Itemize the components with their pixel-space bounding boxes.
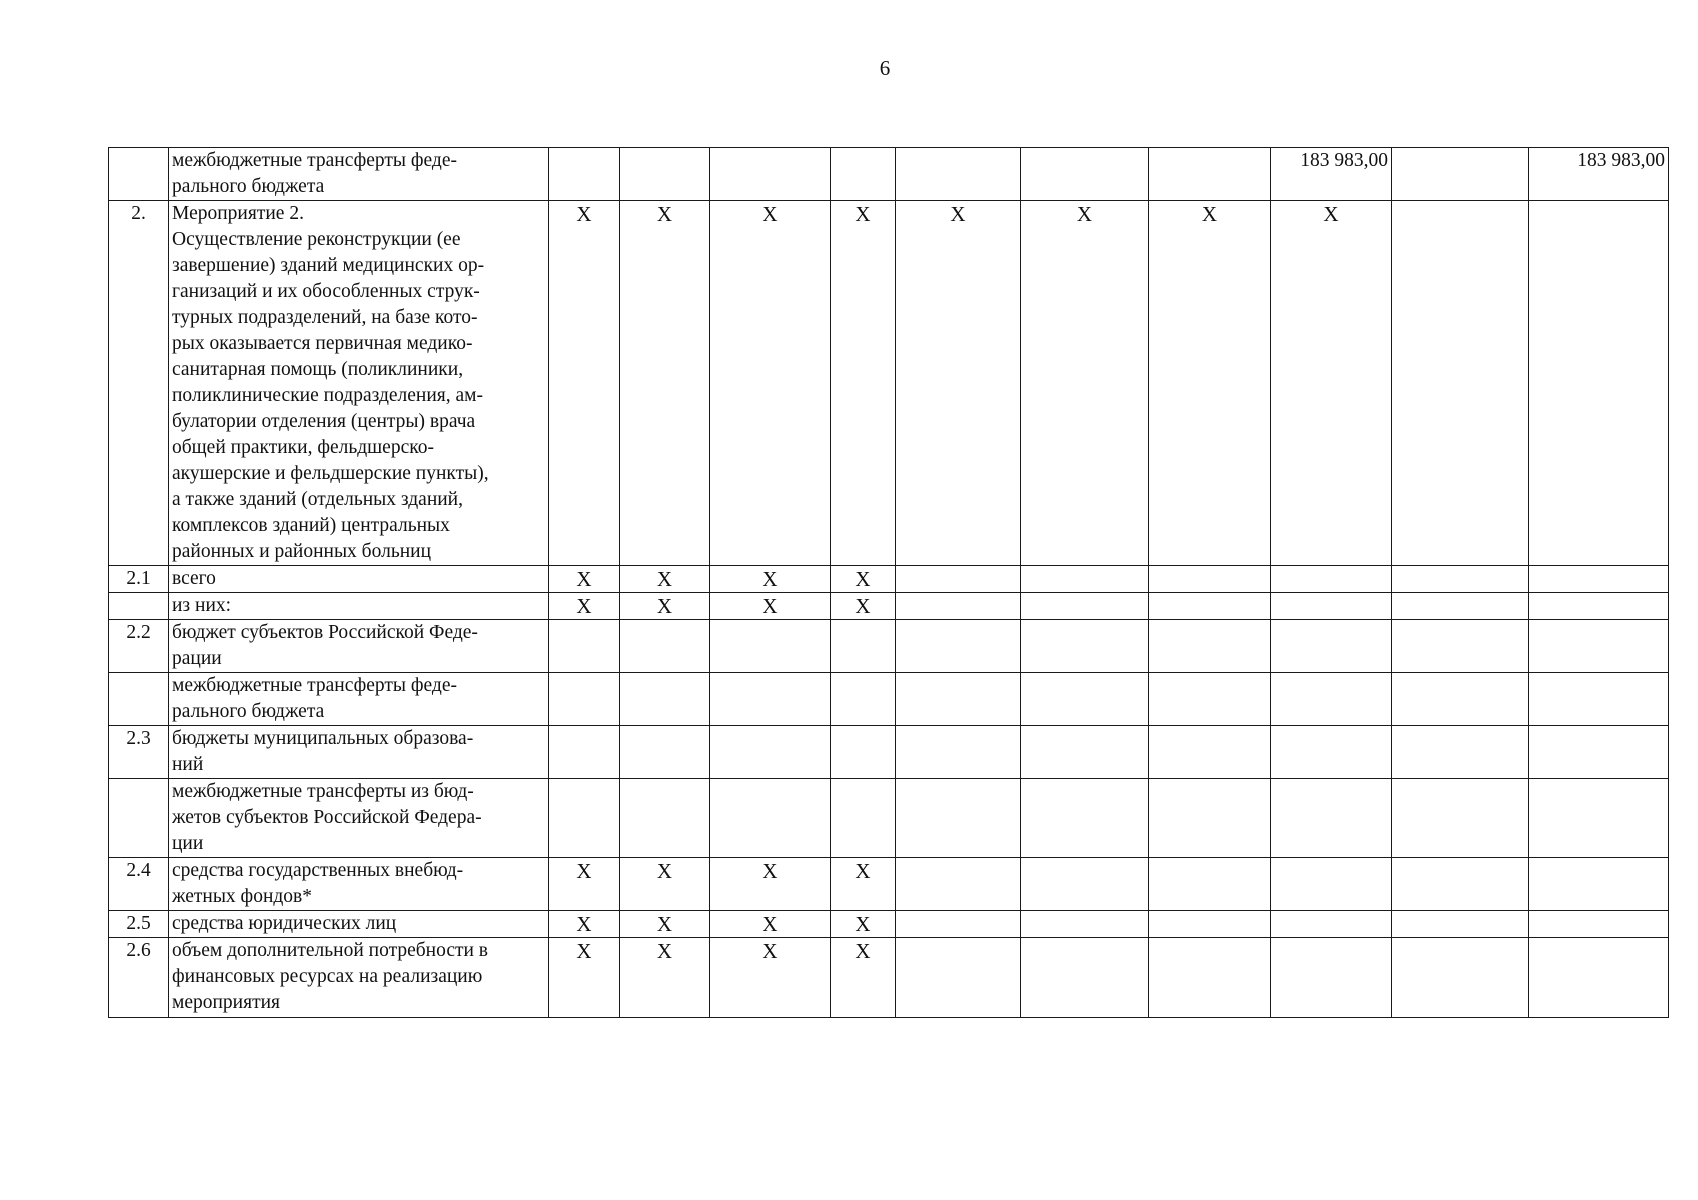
value-cell: Х [710,911,831,938]
value-cell [1271,566,1392,593]
value-cell [831,148,896,201]
table-row [109,593,1669,620]
value-cell [710,673,831,726]
value-cell [896,726,1021,779]
row-number: 2.5 [109,911,169,938]
value-cell [1149,911,1271,938]
value-cell: Х [1271,201,1392,566]
row-description: всего [169,566,549,593]
value-cell [1021,566,1149,593]
value-cell [620,673,710,726]
value-cell [1392,566,1529,593]
value-cell [1149,620,1271,673]
row-number: 2.1 [109,566,169,593]
table-row [109,673,1669,726]
value-cell [549,779,620,858]
table-row [109,858,1669,911]
value-cell [1149,779,1271,858]
value-cell [1021,858,1149,911]
value-cell [1392,201,1529,566]
value-cell [1392,620,1529,673]
row-description: средства государственных внебюд- жетных фондов* [169,858,549,911]
value-cell: Х [549,938,620,1018]
value-cell [549,726,620,779]
value-cell [1021,620,1149,673]
value-cell: Х [831,593,896,620]
table-row [109,620,1669,673]
value-cell: Х [620,201,710,566]
value-cell [549,148,620,201]
value-cell [710,148,831,201]
value-cell [1271,779,1392,858]
value-cell [896,911,1021,938]
value-cell [1149,148,1271,201]
value-cell [1392,911,1529,938]
value-cell [1271,673,1392,726]
value-cell [896,148,1021,201]
value-cell [1271,938,1392,1018]
value-cell: Х [549,201,620,566]
value-cell: Х [549,911,620,938]
value-cell [1392,779,1529,858]
value-cell [710,779,831,858]
value-cell: Х [831,938,896,1018]
value-cell [1271,620,1392,673]
value-cell [1021,938,1149,1018]
table-row [109,148,1669,201]
value-cell: Х [620,858,710,911]
value-cell [831,620,896,673]
value-cell: Х [549,593,620,620]
value-cell [896,593,1021,620]
value-cell [1149,858,1271,911]
row-description: межбюджетные трансферты феде- рального бюджета [169,673,549,726]
value-cell [549,673,620,726]
value-cell [1392,726,1529,779]
value-cell: Х [549,566,620,593]
row-description: Мероприятие 2. Осуществление реконструкции (ее завершение) зданий медицинских ор- ганизаций и их обособленных струк- турных подразделений, на базе кото- рых оказывается первичная медико- санитарная помощь (поликлиники, поликлинические подразделения, ам- булатории отделения (центры) врача общей практики, фельдшерско- акушерские и фельдшерские пункты), а также зданий (отдельных зданий, комплексов зданий) центральных районных и районных больниц [169,201,549,566]
value-cell [1392,858,1529,911]
table-row [109,779,1669,858]
value-cell [620,779,710,858]
value-cell [1529,779,1669,858]
row-description: средства юридических лиц [169,911,549,938]
value-cell [1149,673,1271,726]
value-cell [1149,593,1271,620]
value-cell: Х [620,566,710,593]
value-cell [1392,938,1529,1018]
page-number: 6 [879,56,891,80]
value-cell [831,673,896,726]
budget-table [108,147,1669,1018]
value-cell [1271,593,1392,620]
row-description: бюджеты муниципальных образова- ний [169,726,549,779]
value-cell: Х [620,593,710,620]
value-cell [710,620,831,673]
value-cell [896,858,1021,911]
value-cell [1021,779,1149,858]
value-cell [1529,938,1669,1018]
value-cell [896,673,1021,726]
value-cell: Х [710,566,831,593]
value-cell [1271,911,1392,938]
row-number: 2. [109,201,169,566]
value-cell [1529,726,1669,779]
row-description: межбюджетные трансферты из бюд- жетов субъектов Российской Федера- ции [169,779,549,858]
value-cell [1392,673,1529,726]
value-cell [1149,938,1271,1018]
value-cell [1529,620,1669,673]
table-row [109,566,1669,593]
value-cell [896,779,1021,858]
value-cell: Х [710,593,831,620]
value-cell [620,148,710,201]
value-cell [1529,566,1669,593]
value-cell: Х [831,858,896,911]
table-body [109,148,1669,1018]
amount-cell: 183 983,00 [1529,148,1669,201]
value-cell [1021,593,1149,620]
value-cell: Х [896,201,1021,566]
row-number: 2.6 [109,938,169,1018]
value-cell [620,620,710,673]
row-number [109,148,169,201]
amount-cell: 183 983,00 [1271,148,1392,201]
value-cell [1021,911,1149,938]
value-cell [1529,673,1669,726]
row-number: 2.4 [109,858,169,911]
value-cell [620,726,710,779]
value-cell [1021,148,1149,201]
value-cell: Х [620,938,710,1018]
value-cell [1271,858,1392,911]
value-cell [1271,726,1392,779]
value-cell: Х [1149,201,1271,566]
value-cell [1392,593,1529,620]
row-description: из них: [169,593,549,620]
value-cell [549,620,620,673]
row-number [109,779,169,858]
value-cell [896,566,1021,593]
value-cell [1529,593,1669,620]
value-cell [1021,726,1149,779]
value-cell [710,726,831,779]
table-row [109,201,1669,566]
value-cell: Х [831,911,896,938]
value-cell: Х [549,858,620,911]
value-cell [831,779,896,858]
row-number [109,673,169,726]
value-cell [831,726,896,779]
value-cell [1149,566,1271,593]
value-cell [1392,148,1529,201]
table-row [109,911,1669,938]
value-cell [1529,911,1669,938]
value-cell: Х [620,911,710,938]
value-cell [1529,201,1669,566]
value-cell: Х [831,201,896,566]
row-number: 2.3 [109,726,169,779]
row-description: бюджет субъектов Российской Феде- рации [169,620,549,673]
row-description: объем дополнительной потребности в финансовых ресурсах на реализацию мероприятия [169,938,549,1018]
value-cell: Х [710,938,831,1018]
value-cell: Х [831,566,896,593]
value-cell [1529,858,1669,911]
value-cell [896,938,1021,1018]
row-number [109,593,169,620]
table-row [109,938,1669,1018]
row-description: межбюджетные трансферты феде- рального бюджета [169,148,549,201]
table-row [109,726,1669,779]
value-cell: Х [1021,201,1149,566]
value-cell [896,620,1021,673]
value-cell [1021,673,1149,726]
row-number: 2.2 [109,620,169,673]
value-cell: Х [710,201,831,566]
value-cell: Х [710,858,831,911]
value-cell [1149,726,1271,779]
